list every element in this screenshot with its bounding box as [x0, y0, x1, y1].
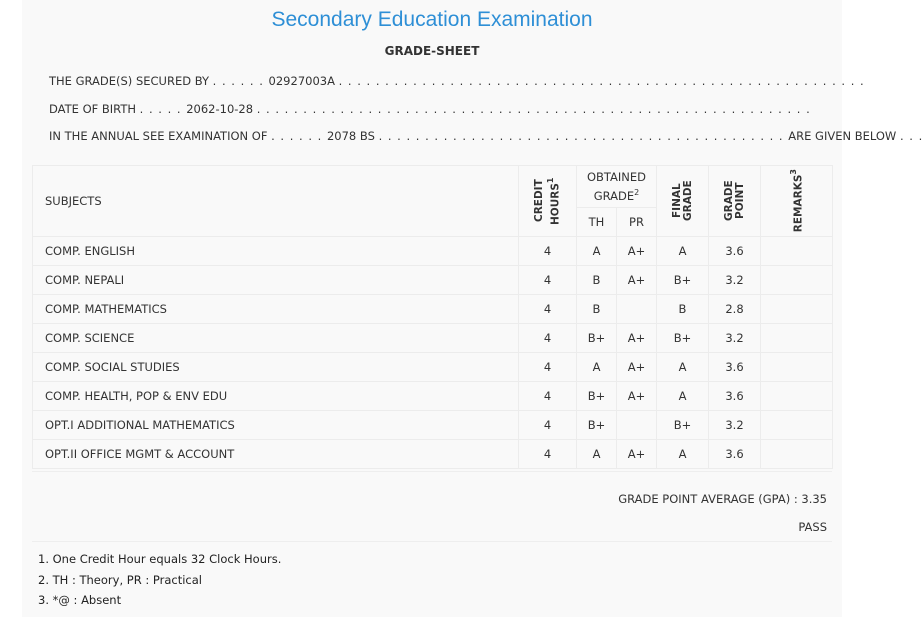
remarks-cell — [761, 295, 833, 324]
subject-cell: COMP. SOCIAL STUDIES — [33, 353, 519, 382]
subject-cell: COMP. SCIENCE — [33, 324, 519, 353]
practical-grade-cell — [617, 295, 657, 324]
credit-hours-cell: 4 — [519, 266, 577, 295]
practical-grade-cell: A+ — [617, 266, 657, 295]
final-grade-cell: B+ — [657, 324, 709, 353]
exam-year: 2078 BS — [326, 129, 375, 143]
credit-hours-cell: 4 — [519, 295, 577, 324]
remarks-cell — [761, 411, 833, 440]
subject-cell: COMP. ENGLISH — [33, 237, 519, 266]
grade-point-cell: 3.2 — [709, 411, 761, 440]
credit-hours-cell: 4 — [519, 440, 577, 469]
footnote-3: 3. *@ : Absent — [38, 593, 122, 607]
result-status: PASS — [798, 520, 827, 534]
header-remarks: REMARKS$^3$ — [761, 166, 833, 237]
theory-grade-cell: A — [577, 353, 617, 382]
sheet-subtitle: GRADE-SHEET — [384, 44, 480, 58]
table-row — [33, 353, 833, 382]
theory-grade-cell: B — [577, 266, 617, 295]
subject-cell: COMP. NEPALI — [33, 266, 519, 295]
given-below-label: ARE GIVEN BELOW — [788, 129, 897, 143]
header-obtained-grade: OBTAINED GRADE$^2$ — [577, 166, 657, 208]
theory-grade-cell: B+ — [577, 382, 617, 411]
remarks-cell — [761, 382, 833, 411]
table-row — [33, 295, 833, 324]
dob-line: DATE OF BIRTH . . . . . 2062-10-28 . . . . . . . . . . . . . . . . . . . . . . . . . . . . . . . . . . . . . . . . . . . . . . . . . . . . . . . . . . . . — [49, 102, 811, 116]
remarks-cell — [761, 353, 833, 382]
grades-table — [32, 165, 833, 469]
divider — [32, 541, 832, 542]
credit-hours-cell: 4 — [519, 353, 577, 382]
table-row — [33, 411, 833, 440]
subject-cell: COMP. HEALTH, POP & ENV EDU — [33, 382, 519, 411]
theory-grade-cell: B — [577, 295, 617, 324]
exam-line: IN THE ANNUAL SEE EXAMINATION OF . . . . . . 2078 BS . . . . . . . . . . . . . . . . . . . . . . . . . . . . . . . . . . . . . . . . . . . . ARE GIVEN BELOW . . . — [49, 129, 923, 143]
dob-label: DATE OF BIRTH — [49, 102, 137, 116]
grade-point-cell: 3.2 — [709, 266, 761, 295]
subject-cell: OPT.I ADDITIONAL MATHEMATICS — [33, 411, 519, 440]
table-row — [33, 440, 833, 469]
remarks-cell — [761, 324, 833, 353]
remarks-cell — [761, 237, 833, 266]
theory-grade-cell: A — [577, 440, 617, 469]
credit-hours-cell: 4 — [519, 382, 577, 411]
theory-grade-cell: A — [577, 237, 617, 266]
secured-by-label: THE GRADE(S) SECURED BY — [49, 74, 210, 88]
footnote-2: 2. TH : Theory, PR : Practical — [38, 573, 202, 587]
subject-cell: OPT.II OFFICE MGMT & ACCOUNT — [33, 440, 519, 469]
footnote-1: 1. One Credit Hour equals 32 Clock Hours. — [38, 552, 282, 566]
credit-hours-cell: 4 — [519, 324, 577, 353]
table-row — [33, 324, 833, 353]
credit-hours-cell: 4 — [519, 237, 577, 266]
header-grade-point: GRADE POINT — [709, 166, 761, 237]
practical-grade-cell: A+ — [617, 382, 657, 411]
final-grade-cell: A — [657, 382, 709, 411]
practical-grade-cell: A+ — [617, 353, 657, 382]
final-grade-cell: A — [657, 353, 709, 382]
credit-hours-cell: 4 — [519, 411, 577, 440]
grade-point-cell: 3.6 — [709, 382, 761, 411]
symbol-number: 02927003A — [268, 74, 335, 88]
practical-grade-cell: A+ — [617, 324, 657, 353]
remarks-cell — [761, 266, 833, 295]
practical-grade-cell: A+ — [617, 237, 657, 266]
grade-point-cell: 3.6 — [709, 237, 761, 266]
remarks-cell — [761, 440, 833, 469]
grade-point-cell: 3.2 — [709, 324, 761, 353]
theory-grade-cell: B+ — [577, 324, 617, 353]
header-final-grade: FINAL GRADE — [657, 166, 709, 237]
page-title: Secondary Education Examination — [271, 8, 593, 31]
final-grade-cell: A — [657, 237, 709, 266]
practical-grade-cell: A+ — [617, 440, 657, 469]
final-grade-cell: B — [657, 295, 709, 324]
header-pr: PR — [617, 208, 657, 237]
subject-cell: COMP. MATHEMATICS — [33, 295, 519, 324]
dob-value: 2062-10-28 — [186, 102, 254, 116]
gpa-summary: GRADE POINT AVERAGE (GPA) : 3.35 — [618, 492, 827, 506]
header-subjects: SUBJECTS — [33, 166, 519, 237]
table-row — [33, 382, 833, 411]
grade-point-cell: 3.6 — [709, 353, 761, 382]
table-row — [33, 266, 833, 295]
grade-point-cell: 2.8 — [709, 295, 761, 324]
final-grade-cell: A — [657, 440, 709, 469]
divider — [32, 471, 832, 472]
theory-grade-cell: B+ — [577, 411, 617, 440]
exam-label: IN THE ANNUAL SEE EXAMINATION OF — [49, 129, 268, 143]
table-row — [33, 237, 833, 266]
header-th: TH — [577, 208, 617, 237]
practical-grade-cell — [617, 411, 657, 440]
secured-by-line: THE GRADE(S) SECURED BY . . . . . . 02927003A . . . . . . . . . . . . . . . . . . . . . . . . . . . . . . . . . . . . . . . . . . . . . . . . . . . . . . . . . — [49, 74, 865, 88]
header-credit-hours: CREDIT HOURS$^1$ — [519, 166, 577, 237]
grade-point-cell: 3.6 — [709, 440, 761, 469]
final-grade-cell: B+ — [657, 266, 709, 295]
grade-sheet — [22, 0, 923, 617]
final-grade-cell: B+ — [657, 411, 709, 440]
